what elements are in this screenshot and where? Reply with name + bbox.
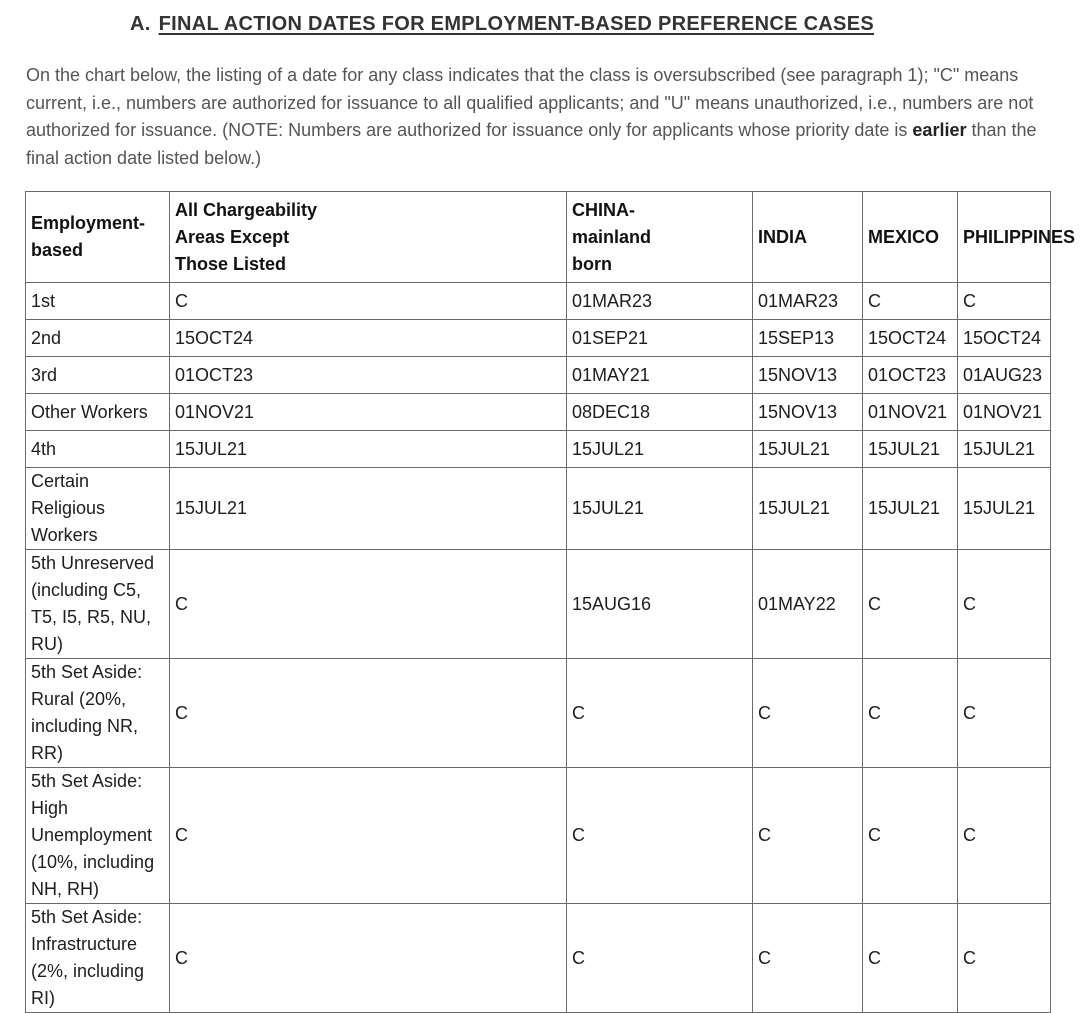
cell-india: 15JUL21 [753,431,863,468]
cell-philippines: C [958,550,1051,659]
row-label [26,431,170,468]
cell-china: C [567,768,753,904]
cell-all: C [170,550,567,659]
cell-china: C [567,904,753,1013]
row-label [26,357,170,394]
cell-mexico: 01NOV21 [863,394,958,431]
row-label-line: 5th Unreserved [31,553,155,573]
header-mexico: MEXICO [863,192,958,283]
cell-all: 01OCT23 [170,357,567,394]
row-label [26,904,170,1013]
cell-china: 01SEP21 [567,320,753,357]
row-label-line: Other Workers [31,401,148,422]
section-title: FINAL ACTION DATES FOR EMPLOYMENT-BASED PREFERENCE CASES [158,13,874,35]
cell-philippines: C [958,768,1051,904]
cell-philippines: 01NOV21 [958,394,1051,431]
cell-all: C [170,768,567,904]
cell-philippines: C [958,283,1051,320]
header-category-line: based [31,240,84,260]
cell-india: 15NOV13 [753,394,863,431]
cell-philippines: 15OCT24 [958,320,1051,357]
cell-china: 15AUG16 [567,550,753,659]
header-philippines: PHILIPPINES [958,192,1051,283]
cell-india: C [753,659,863,768]
header-all-chargeability [170,192,567,283]
row-label-line: 5th Set Aside: [31,771,143,791]
cell-mexico: 15JUL21 [863,468,958,550]
row-label [26,550,170,659]
cell-china: C [567,659,753,768]
cell-mexico: C [863,904,958,1013]
cell-mexico: 15JUL21 [863,431,958,468]
table-row [26,431,1051,468]
cell-india: C [753,768,863,904]
cell-philippines: C [958,659,1051,768]
cell-philippines: C [958,904,1051,1013]
cell-all: 01NOV21 [170,394,567,431]
table-row [26,357,1051,394]
row-label [26,283,170,320]
table-row [26,768,1051,904]
cell-mexico: C [863,768,958,904]
table-row [26,659,1051,768]
cell-mexico: 15OCT24 [863,320,958,357]
cell-mexico: C [863,550,958,659]
row-label-line: 4th [31,438,57,459]
cell-philippines: 15JUL21 [958,431,1051,468]
cell-china: 01MAY21 [567,357,753,394]
cell-india: 15NOV13 [753,357,863,394]
cell-china: 01MAR23 [567,283,753,320]
cell-philippines: 15JUL21 [958,468,1051,550]
cell-mexico: C [863,283,958,320]
row-label-line: 1st [31,290,56,311]
table-header-row [26,192,1051,283]
row-label-line: Rural (20%, including NR, RR) [31,689,139,763]
header-china [567,192,753,283]
row-label [26,468,170,550]
header-china-line: born [572,253,612,274]
header-all-line: Those Listed [175,253,287,274]
cell-all: C [170,904,567,1013]
cell-philippines: 01AUG23 [958,357,1051,394]
cell-india: 15JUL21 [753,468,863,550]
header-category-line: Employment- [31,213,146,233]
cell-india: 01MAY22 [753,550,863,659]
cell-india: C [753,904,863,1013]
table-row [26,394,1051,431]
cell-china: 08DEC18 [567,394,753,431]
table-row [26,550,1051,659]
section-heading [130,13,874,36]
header-all-line: Areas Except [175,226,290,247]
row-label-line: Certain Religious Workers [31,471,106,545]
cell-all: C [170,659,567,768]
cell-india: 15SEP13 [753,320,863,357]
row-label-line: (including C5, T5, I5, R5, NU, RU) [31,580,152,654]
table-row [26,468,1051,550]
row-label [26,768,170,904]
row-label [26,320,170,357]
row-label [26,659,170,768]
header-category [26,192,170,283]
row-label-line: 3rd [31,364,58,385]
cell-mexico: 01OCT23 [863,357,958,394]
header-all-line: All Chargeability [175,199,318,220]
cell-india: 01MAR23 [753,283,863,320]
section-letter: A. [130,13,151,35]
row-label-line: 2nd [31,327,62,348]
row-label-line: 5th Set Aside: [31,662,143,682]
cell-all: 15JUL21 [170,468,567,550]
cell-china: 15JUL21 [567,431,753,468]
intro-bold-word: earlier [912,120,967,140]
header-china-line: mainland [572,226,652,247]
header-india: INDIA [753,192,863,283]
row-label-line: High Unemployment (10%, including NH, RH) [31,798,155,899]
row-label-line: 5th Set Aside: [31,907,143,927]
cell-all: 15JUL21 [170,431,567,468]
row-label [26,394,170,431]
cell-china: 15JUL21 [567,468,753,550]
intro-paragraph [26,62,1061,172]
cell-all: 15OCT24 [170,320,567,357]
intro-text-before: On the chart below, the listing of a date for any class indicates that the class is oversubscribed (see paragraph 1); "C" means current, i.e., numbers are authorized for issuance to all qualified applicants; and "U" means unauthorized, i.e., numbers are not authorized for issuance. (NOTE: Numbers are authorized for issuance only for applicants whose priority date is [26,65,1034,140]
table-row [26,904,1051,1013]
header-china-line: CHINA- [572,199,635,220]
row-label-line: Infrastructure (2%, including RI) [31,934,145,1008]
intro-text-after: than the final action date listed below.) [26,120,1037,168]
cell-all: C [170,283,567,320]
final-action-dates-table [25,191,1076,1013]
table-row [26,283,1051,320]
table-body [26,283,1051,1013]
cell-mexico: C [863,659,958,768]
table-row [26,320,1051,357]
